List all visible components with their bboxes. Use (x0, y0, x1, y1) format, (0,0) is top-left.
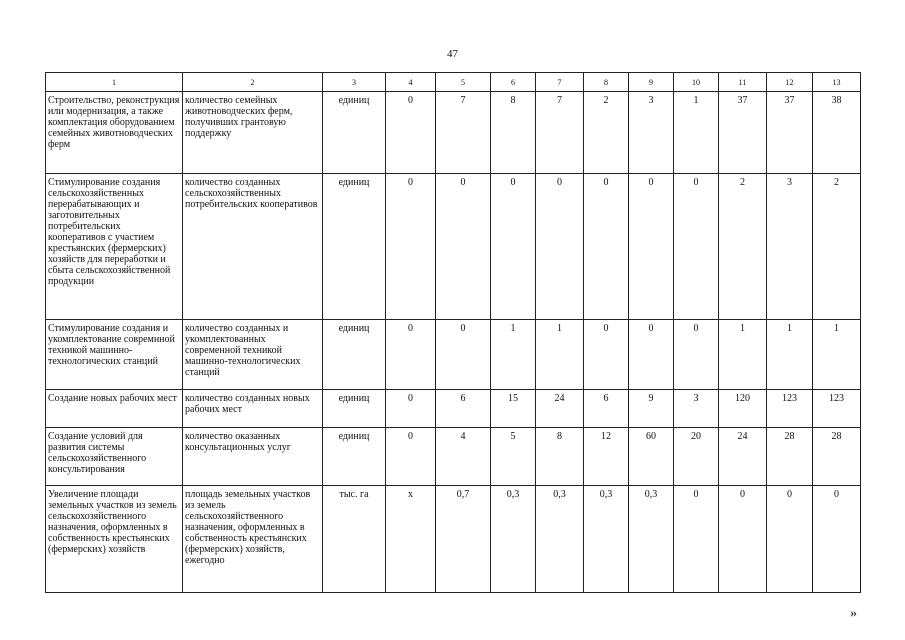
value-cell: 3 (629, 92, 674, 174)
value-cell: 4 (436, 428, 491, 486)
value-cell: 8 (491, 92, 536, 174)
value-cell: 6 (436, 390, 491, 428)
value-cell: 1 (491, 320, 536, 390)
value-cell: 123 (813, 390, 861, 428)
value-cell: 1 (719, 320, 767, 390)
value-cell: 8 (536, 428, 584, 486)
table-row (46, 174, 861, 320)
value-cell: 15 (491, 390, 536, 428)
value-cell: 0,3 (584, 486, 629, 593)
value-cell: 1 (767, 320, 813, 390)
value-cell: 0,3 (629, 486, 674, 593)
value-cell: 2 (813, 174, 861, 320)
value-cell: 5 (491, 428, 536, 486)
value-cell: 0 (386, 428, 436, 486)
table-row (46, 428, 861, 486)
value-cell: 0 (436, 174, 491, 320)
value-cell: 0 (536, 174, 584, 320)
page-number: 47 (447, 48, 458, 60)
column-header: 7 (536, 73, 584, 92)
column-header: 4 (386, 73, 436, 92)
indicator-cell: количество созданных и укомплектованных современной техникой машинно-технологических станций (183, 320, 323, 390)
column-header: 11 (719, 73, 767, 92)
value-cell: 0 (584, 174, 629, 320)
column-header: 3 (323, 73, 386, 92)
value-cell: 0,7 (436, 486, 491, 593)
value-cell: 38 (813, 92, 861, 174)
value-cell: 37 (767, 92, 813, 174)
header-row (46, 73, 861, 92)
unit-cell: единиц (323, 92, 386, 174)
value-cell: 24 (536, 390, 584, 428)
value-cell: 20 (674, 428, 719, 486)
column-header: 8 (584, 73, 629, 92)
value-cell: 28 (813, 428, 861, 486)
value-cell: 0,3 (491, 486, 536, 593)
value-cell: 0 (386, 320, 436, 390)
value-cell: 0 (674, 174, 719, 320)
table-row (46, 390, 861, 428)
unit-cell: единиц (323, 428, 386, 486)
value-cell: 0 (767, 486, 813, 593)
event-cell: Увеличение площади земельных участков из земель сельскохозяйственного назначения, оформленных в собственность крестьянских (фермерских) хозяйств (46, 486, 183, 593)
indicator-cell: количество созданных сельскохозяйственных потребительских кооперативов (183, 174, 323, 320)
column-header: 2 (183, 73, 323, 92)
value-cell: 0 (436, 320, 491, 390)
value-cell: 3 (767, 174, 813, 320)
column-header: 9 (629, 73, 674, 92)
indicator-cell: количество семейных животноводческих ферм, получивших грантовую поддержку (183, 92, 323, 174)
value-cell: 24 (719, 428, 767, 486)
unit-cell: тыс. га (323, 486, 386, 593)
value-cell: 7 (436, 92, 491, 174)
unit-cell: единиц (323, 174, 386, 320)
value-cell: 1 (536, 320, 584, 390)
value-cell: 0 (629, 174, 674, 320)
value-cell: 0 (629, 320, 674, 390)
column-header: 1 (46, 73, 183, 92)
value-cell: 37 (719, 92, 767, 174)
value-cell: 28 (767, 428, 813, 486)
value-cell: 7 (536, 92, 584, 174)
column-header: 12 (767, 73, 813, 92)
indicator-cell: площадь земельных участков из земель сельскохозяйственного назначения, оформленных в собственность крестьянских (фермерских) хозяйств, ежегодно (183, 486, 323, 593)
value-cell: 123 (767, 390, 813, 428)
value-cell: 60 (629, 428, 674, 486)
table-row (46, 320, 861, 390)
indicator-cell: количество созданных новых рабочих мест (183, 390, 323, 428)
value-cell: 0 (386, 174, 436, 320)
value-cell: 3 (674, 390, 719, 428)
value-cell: 0 (386, 390, 436, 428)
column-header: 13 (813, 73, 861, 92)
value-cell: 120 (719, 390, 767, 428)
indicators-table (45, 72, 861, 593)
value-cell: 0,3 (536, 486, 584, 593)
column-header: 6 (491, 73, 536, 92)
event-cell: Создание новых рабочих мест (46, 390, 183, 428)
indicator-cell: количество оказанных консультационных услуг (183, 428, 323, 486)
value-cell: 0 (386, 92, 436, 174)
value-cell: 9 (629, 390, 674, 428)
value-cell: 1 (674, 92, 719, 174)
value-cell: 6 (584, 390, 629, 428)
value-cell: 0 (491, 174, 536, 320)
column-header: 10 (674, 73, 719, 92)
unit-cell: единиц (323, 390, 386, 428)
value-cell: 12 (584, 428, 629, 486)
table-row (46, 486, 861, 593)
value-cell: 1 (813, 320, 861, 390)
column-header: 5 (436, 73, 491, 92)
event-cell: Стимулирование создания и укомплектование совремнной техникой машинно-технологических станций (46, 320, 183, 390)
event-cell: Стимулирование создания сельскохозяйственных перерабатывающих и заготовительных потребительских кооперативов с участием крестьянских (фермерских) хозяйств для переработки и сбыта сельскохозяйственной продукции (46, 174, 183, 320)
value-cell: 0 (813, 486, 861, 593)
event-cell: Создание условий для развития системы сельскохозяйственного консультирования (46, 428, 183, 486)
value-cell: 0 (674, 320, 719, 390)
event-cell: Строительство, реконструкция или модернизация, а также комплектация оборудованием семейных животноводческих ферм (46, 92, 183, 174)
value-cell: 2 (719, 174, 767, 320)
value-cell: 0 (674, 486, 719, 593)
table-row (46, 92, 861, 174)
value-cell: х (386, 486, 436, 593)
value-cell: 0 (719, 486, 767, 593)
value-cell: 2 (584, 92, 629, 174)
unit-cell: единиц (323, 320, 386, 390)
value-cell: 0 (584, 320, 629, 390)
closing-quote-mark: » (850, 606, 857, 621)
